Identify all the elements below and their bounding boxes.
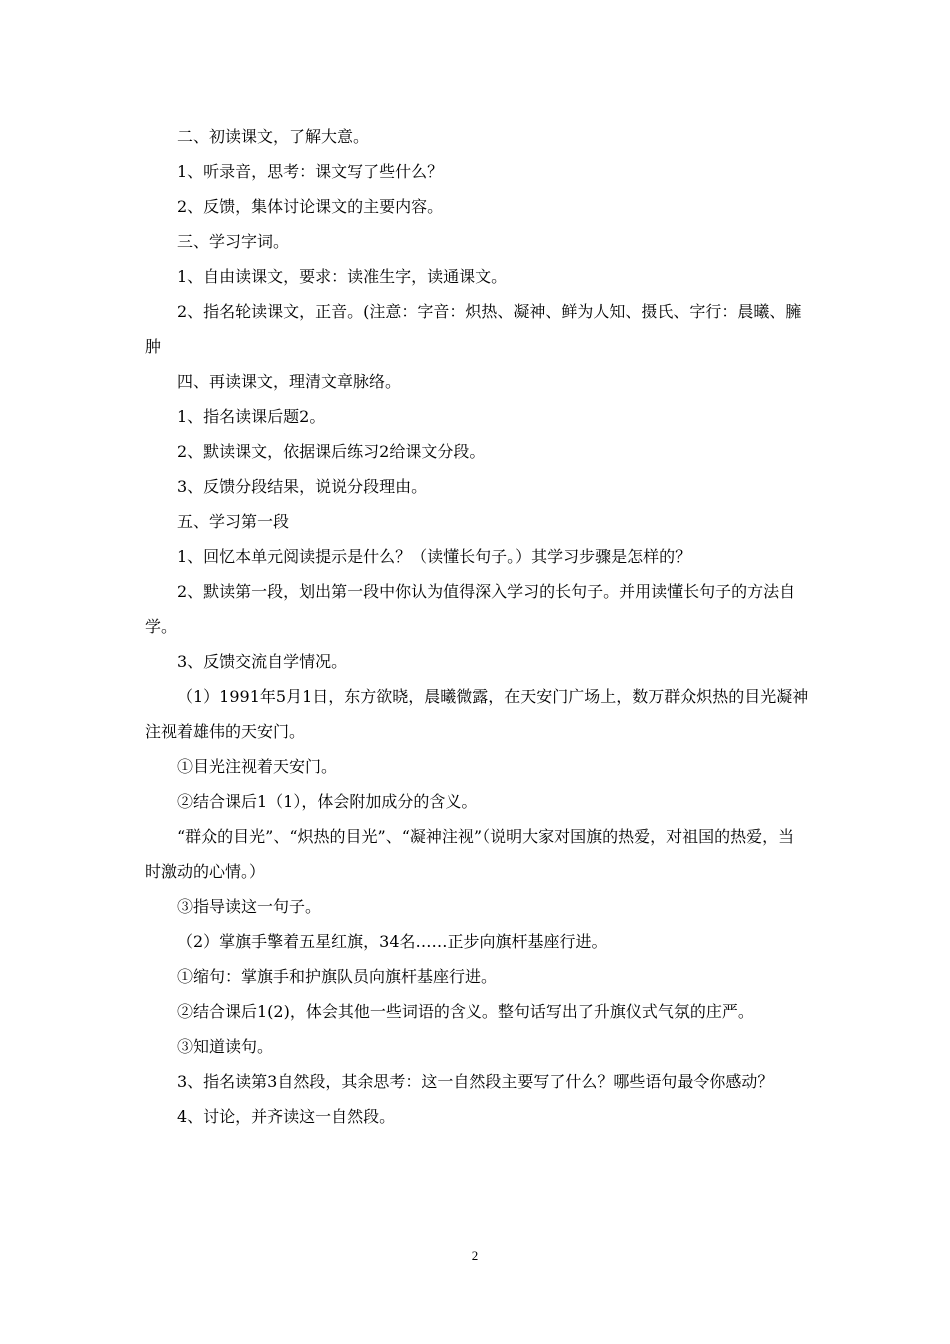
paragraph: 4、讨论，并齐读这一自然段。 bbox=[177, 1107, 396, 1126]
paragraph: （1）1991年5月1日，东方欲晓，晨曦微露，在天安门广场上，数万群众炽热的目光凝神注视着雄伟的天安门。 bbox=[145, 687, 809, 741]
paragraph: 3、反馈分段结果，说说分段理由。 bbox=[177, 477, 428, 496]
paragraph: ①目光注视着天安门。 bbox=[177, 757, 338, 776]
paragraph: 2、默读第一段，划出第一段中你认为值得深入学习的长句子。并用读懂长句子的方法自学。 bbox=[145, 582, 796, 636]
paragraph: 3、指名读第3自然段，其余思考：这一自然段主要写了什么？哪些语句最令你感动？ bbox=[177, 1072, 774, 1091]
paragraph: “群众的目光”、“炽热的目光”、“凝神注视”（说明大家对国旗的热爱，对祖国的热爱，当时激动的心情。） bbox=[145, 827, 795, 881]
paragraph: ①缩句：掌旗手和护旗队员向旗杆基座行进。 bbox=[177, 967, 498, 986]
paragraph: ③知道读句。 bbox=[177, 1037, 274, 1056]
paragraph: 1、回忆本单元阅读提示是什么？（读懂长句子。）其学习步骤是怎样的？ bbox=[177, 547, 692, 566]
section-heading: 三、学习字词。 bbox=[177, 232, 290, 251]
paragraph: 1、听录音，思考：课文写了些什么？ bbox=[177, 162, 444, 181]
section-heading: 四、再读课文，理清文章脉络。 bbox=[177, 372, 402, 391]
paragraph: （2）掌旗手擎着五星红旗，34名……正步向旗杆基座行进。 bbox=[177, 932, 608, 951]
paragraph: 2、反馈，集体讨论课文的主要内容。 bbox=[177, 197, 444, 216]
paragraph: ②结合课后1（1），体会附加成分的含义。 bbox=[177, 792, 478, 811]
page-number: 2 bbox=[471, 1248, 479, 1263]
document-body bbox=[145, 119, 810, 1134]
paragraph: 2、默读课文，依据课后练习2给课文分段。 bbox=[177, 442, 486, 461]
section-heading: 五、学习第一段 bbox=[177, 512, 290, 531]
paragraph: ②结合课后1(2)，体会其他一些词语的含义。整句话写出了升旗仪式气氛的庄严。 bbox=[177, 1002, 754, 1021]
paragraph: 1、自由读课文，要求：读准生字，读通课文。 bbox=[177, 267, 508, 286]
paragraph: 2、指名轮读课文，正音。(注意：字音：炽热、凝神、鲜为人知、摄氏、字行：晨曦、臃肿 bbox=[145, 302, 802, 356]
paragraph: 1、指名读课后题2。 bbox=[177, 407, 326, 426]
paragraph: 3、反馈交流自学情况。 bbox=[177, 652, 348, 671]
paragraph: ③指导读这一句子。 bbox=[177, 897, 322, 916]
section-heading: 二、初读课文，了解大意。 bbox=[177, 127, 370, 146]
